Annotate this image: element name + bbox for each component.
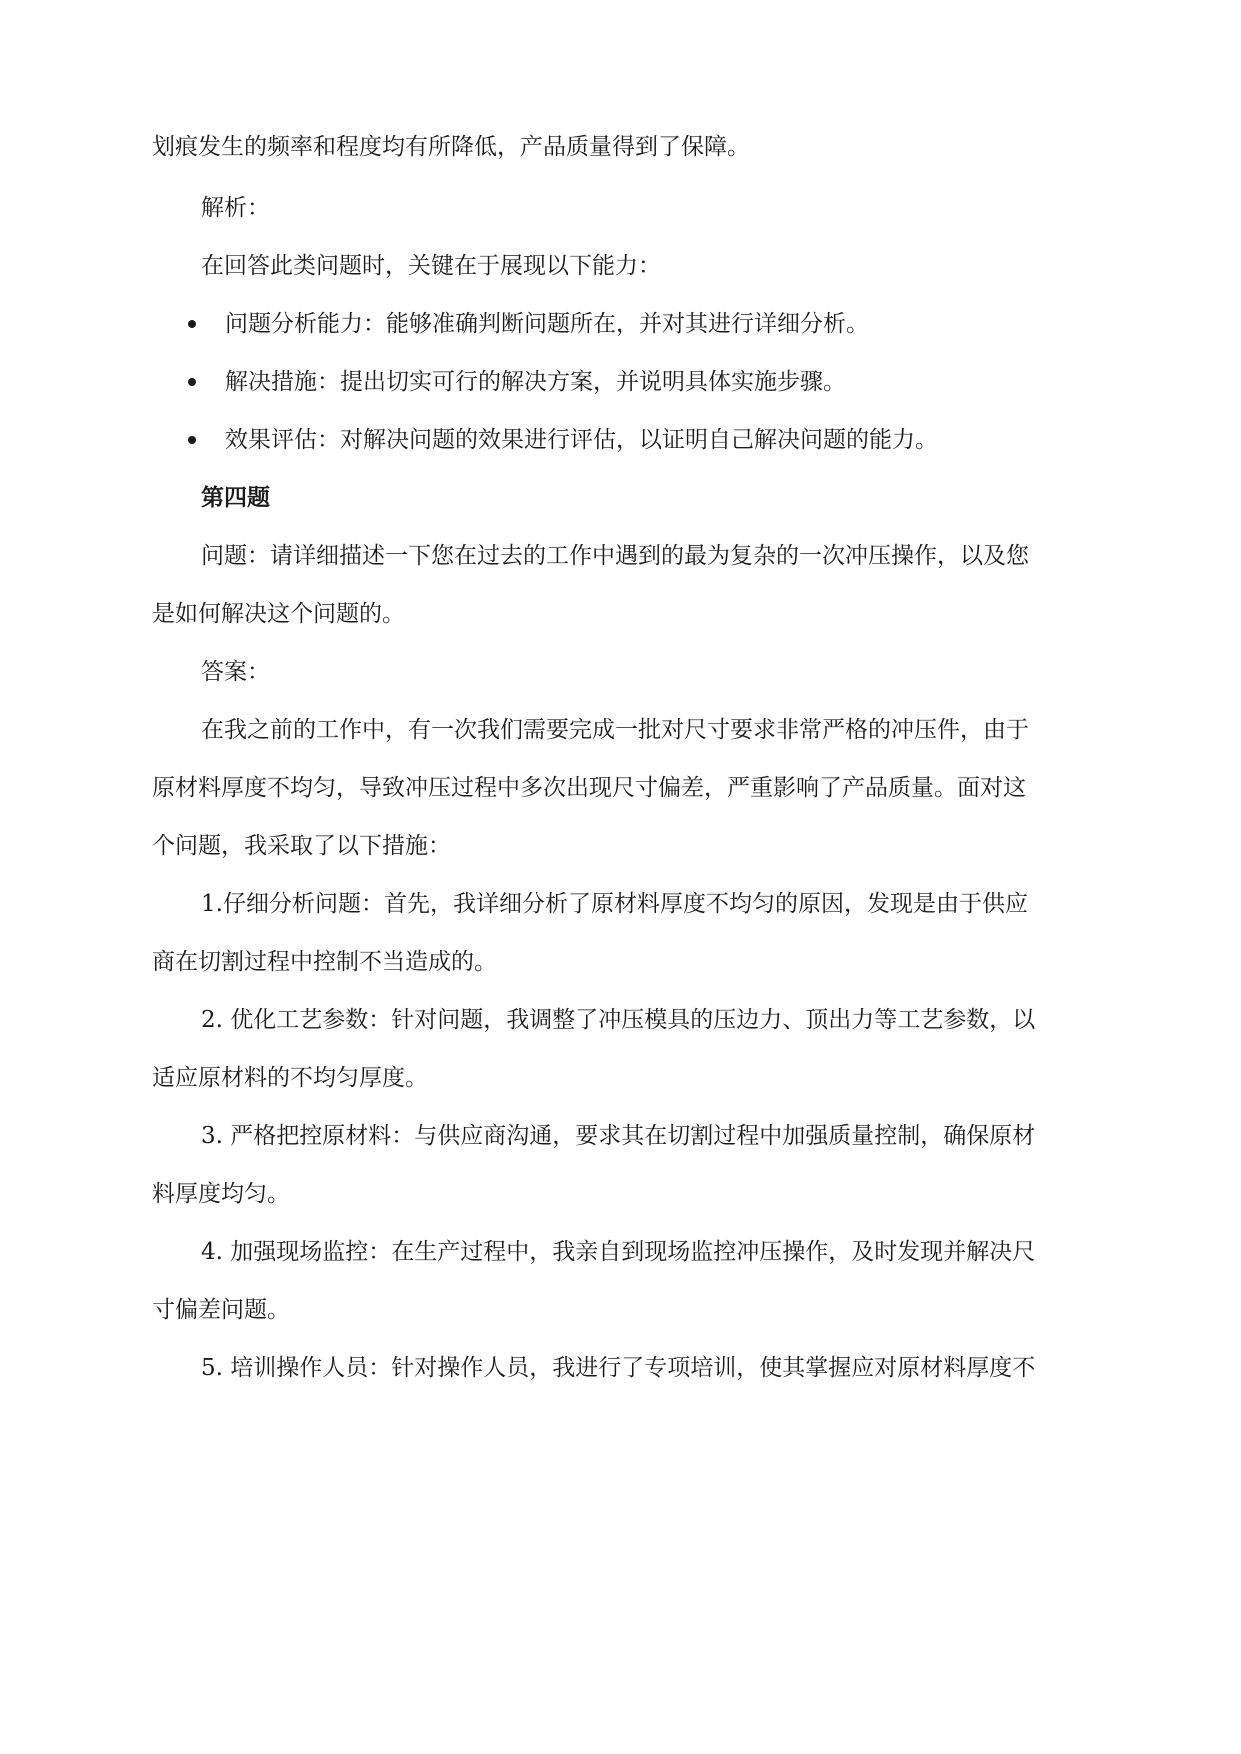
step-3-line-1: 3. 严格把控原材料：与供应商沟通，要求其在切割过程中加强质量控制，确保原材 <box>201 1123 1036 1149</box>
bullet-dot <box>188 378 196 386</box>
step-4-line-2: 寸偏差问题。 <box>152 1297 290 1323</box>
analysis-intro: 在回答此类问题时，关键在于展现以下能力： <box>201 253 661 279</box>
step-1-line-1: 1.仔细分析问题：首先，我详细分析了原材料厚度不均匀的原因，发现是由于供应 <box>201 891 1028 917</box>
list-item: 问题分析能力：能够准确判断问题所在，并对其进行详细分析。 <box>225 311 869 337</box>
analysis-label: 解析： <box>201 195 270 221</box>
step-1-line-2: 商在切割过程中控制不当造成的。 <box>152 949 497 975</box>
bullet-dot <box>188 436 196 444</box>
step-5-line-1: 5. 培训操作人员：针对操作人员，我进行了专项培训，使其掌握应对原材料厚度不 <box>201 1355 1036 1381</box>
list-item: 效果评估：对解决问题的效果进行评估，以证明自己解决问题的能力。 <box>225 427 938 453</box>
question-line-2: 是如何解决这个问题的。 <box>152 601 405 627</box>
step-3-line-2: 料厚度均匀。 <box>152 1181 290 1207</box>
step-2-line-1: 2. 优化工艺参数：针对问题，我调整了冲压模具的压边力、顶出力等工艺参数，以 <box>201 1007 1036 1033</box>
answer-intro-line-2: 原材料厚度不均匀，导致冲压过程中多次出现尺寸偏差，严重影响了产品质量。面对这 <box>152 775 1026 801</box>
question-line-1: 问题：请详细描述一下您在过去的工作中遇到的最为复杂的一次冲压操作，以及您 <box>201 543 1029 569</box>
section-heading: 第四题 <box>201 484 270 511</box>
answer-intro-line-3: 个问题，我采取了以下措施： <box>152 833 451 859</box>
list-item: 解决措施：提出切实可行的解决方案，并说明具体实施步骤。 <box>225 369 846 395</box>
step-2-line-2: 适应原材料的不均匀厚度。 <box>152 1065 428 1091</box>
paragraph-continuation: 划痕发生的频率和程度均有所降低，产品质量得到了保障。 <box>152 134 750 160</box>
answer-label: 答案： <box>201 659 270 685</box>
bullet-dot <box>188 320 196 328</box>
answer-intro-line-1: 在我之前的工作中，有一次我们需要完成一批对尺寸要求非常严格的冲压件，由于 <box>201 717 1029 743</box>
step-4-line-1: 4. 加强现场监控：在生产过程中，我亲自到现场监控冲压操作，及时发现并解决尺 <box>201 1239 1036 1265</box>
